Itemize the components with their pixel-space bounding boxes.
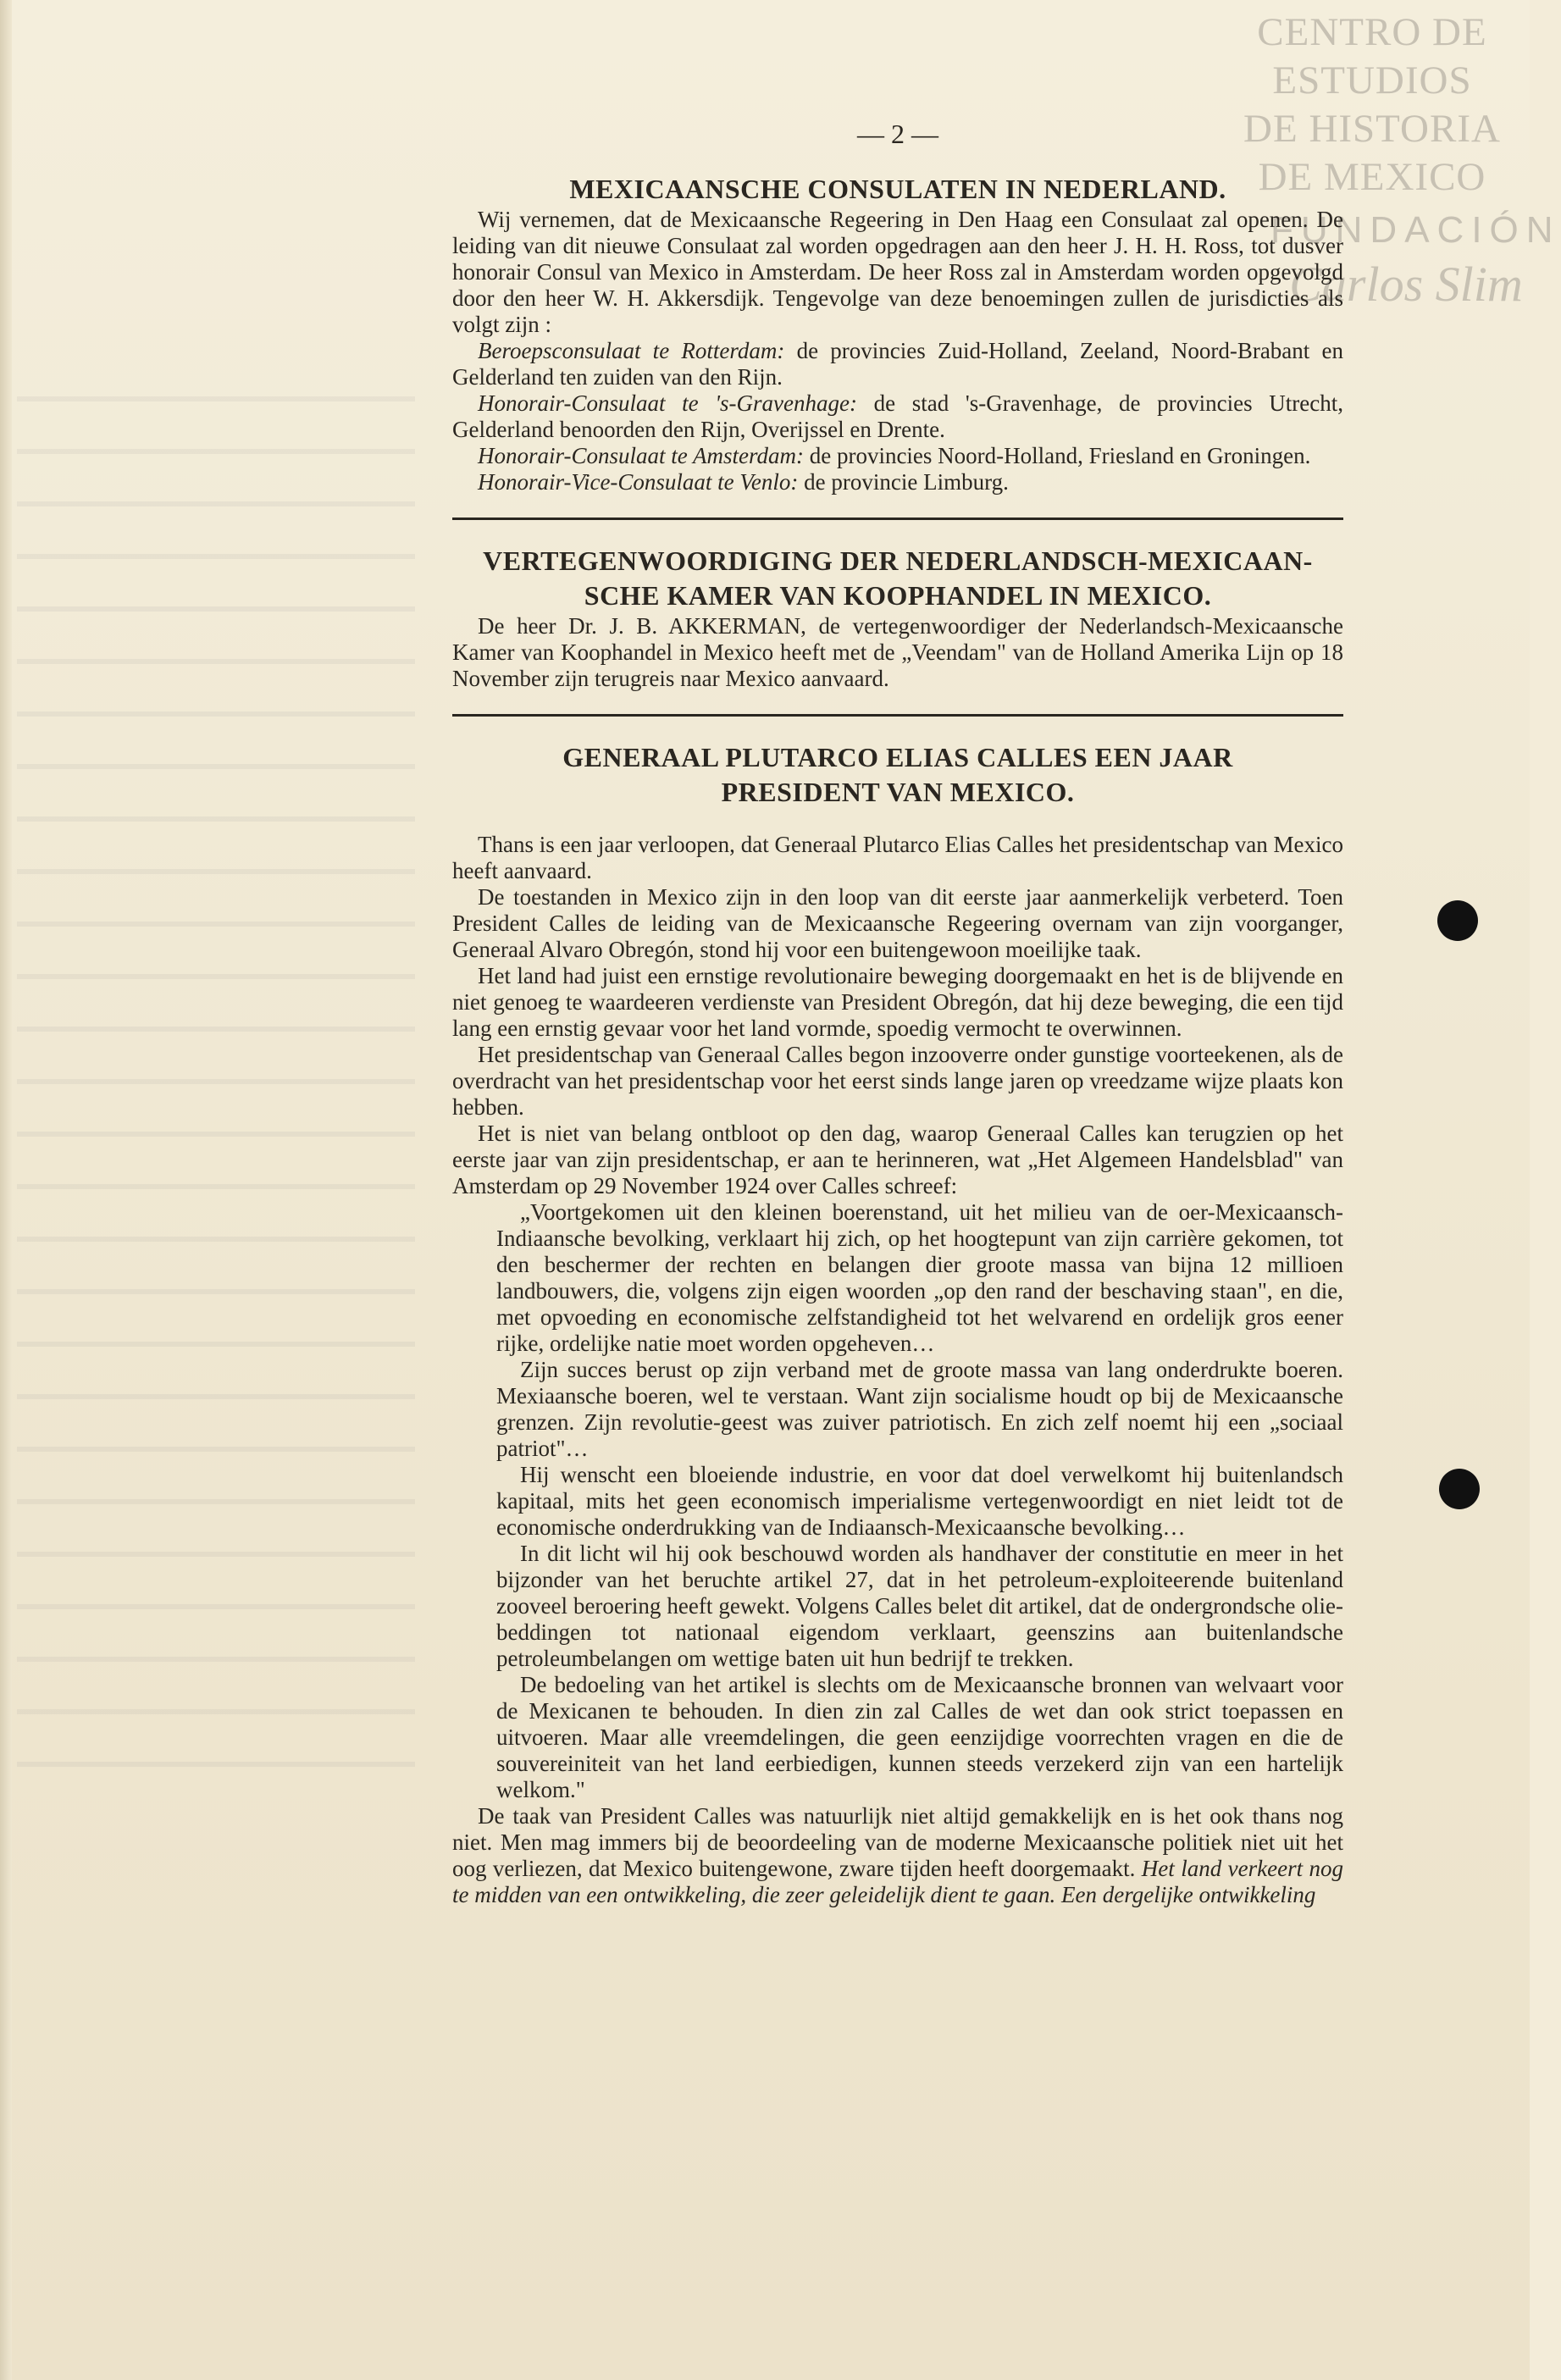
paragraph: Wij vernemen, dat de Mexicaansche Regeering in Den Haag een Consulaat zal openen. De leiding van dit nieuwe Consulaat zal worden opgedragen aan den heer J. H. H. Ross, tot dusver honorair Consul van Mexico in Amsterdam. De heer Ross zal in Amsterdam worden opgevolgd door den heer W. H. Akkersdijk. Tengevolge van deze benoemingen zullen de jurisdicties als volgt zijn : bbox=[452, 207, 1343, 337]
paragraph: De toestanden in Mexico zijn in den loop van dit eerste jaar aanmerkelijk verbeterd. Toen President Calles de leiding van de Mexicaansche Regeering overnam van zijn voorganger, Generaal Alvaro Obregón, stond hij voor een buitengewoon moeilijke taak. bbox=[452, 884, 1343, 962]
title-line: GENERAAL PLUTARCO ELIAS CALLES EEN JAAR bbox=[562, 742, 1233, 772]
article-column bbox=[452, 119, 1343, 1908]
section-calles-presidency bbox=[452, 740, 1343, 1908]
watermark-line: CENTRO DE bbox=[1257, 10, 1487, 54]
ink-bleed-through bbox=[17, 364, 415, 1804]
quote-paragraph: Zijn succes berust op zijn verband met de groote massa van lang onderdrukte boeren. Mexiaansche boeren, wel te verstaan. Want zijn socialisme houdt op bij de Mexicaansche grenzen. Zijn revolutie-geest was zuiver patriotisch. En zich zelf noemt hij een „sociaal patriot"… bbox=[496, 1357, 1343, 1461]
jurisdiction-item bbox=[452, 469, 1343, 495]
page-number: — 2 — bbox=[857, 119, 938, 149]
jurisdiction-text: de provincie Limburg. bbox=[798, 469, 1009, 495]
jurisdiction-text: de provincies Zuid-Holland, Zeeland, Noord-Brabant en Gelderland ten zuiden van den Rijn. bbox=[452, 338, 1343, 390]
newspaper-quote bbox=[452, 1199, 1343, 1803]
section-title bbox=[452, 544, 1343, 613]
title-line: PRESIDENT VAN MEXICO. bbox=[721, 777, 1075, 807]
watermark-line: DE MEXICO bbox=[1258, 155, 1486, 199]
quote-paragraph: De bedoeling van het artikel is slechts om de Mexicaansche bronnen van welvaart voor de Mexicanen te behouden. In dien zin zal Calles de wet dan ook strict toepassen en uitvoeren. Maar alle vreemdelingen, die geen eenzijdige voorrechten vragen en die de souvereiniteit van het land eerbiedigen, kunnen steeds verzekerd zijn van een hartelijk welkom." bbox=[496, 1672, 1343, 1802]
page-edge-shadow bbox=[0, 0, 12, 2380]
section-title: MEXICAANSCHE CONSULATEN IN NEDERLAND. bbox=[569, 174, 1226, 204]
title-line: SCHE KAMER VAN KOOPHANDEL IN MEXICO. bbox=[584, 580, 1212, 611]
jurisdiction-item bbox=[452, 390, 1343, 443]
consulate-label: Honorair-Consulaat te 's-Gravenhage: bbox=[478, 390, 857, 416]
paragraph: De heer Dr. J. B. AKKERMAN, de vertegenwoordiger der Nederlandsch-Mexicaansche Kamer van Koophandel in Mexico heeft met de „Veendam" van de Holland Amerika Lijn op 18 November zijn terugreis naar Mexico aanvaard. bbox=[452, 613, 1343, 691]
paragraph: Het is niet van belang ontbloot op den dag, waarop Generaal Calles kan terugzien op het eerste jaar van zijn presidentschap, er aan te herinneren, wat „Het Algemeen Handelsblad" van Amsterdam op 29 November 1924 over Calles schreef: bbox=[452, 1121, 1343, 1198]
quote-paragraph: Hij wenscht een bloeiende industrie, en voor dat doel verwelkomt hij buitenlandsch kapitaal, mits het geen economisch imperialisme vertegenwoordigt en niet leidt tot de economische onderdrukking van de Indiaansch-Mexicaansche bevolking… bbox=[496, 1462, 1343, 1540]
jurisdiction-text: de stad 's-Gravenhage, de provincies Utrecht, Gelderland benoorden den Rijn, Overijssel en Drente. bbox=[452, 390, 1343, 442]
watermark-fundacion: FUNDACIÓN bbox=[1270, 209, 1561, 251]
punch-hole-icon bbox=[1439, 1469, 1480, 1509]
title-line: VERTEGENWOORDIGING DER NEDERLANDSCH-MEXICAAN- bbox=[483, 545, 1313, 576]
paragraph: Het land had juist een ernstige revolutionaire beweging doorgemaakt en het is de blijvende en niet genoeg te waardeeren verdienste van President Obregón, dat hij deze beweging, die een tijd lang een ernstig gevaar voor het land vormde, spoedig vermocht te overwinnen. bbox=[452, 963, 1343, 1041]
consulate-label: Beroepsconsulaat te Rotterdam: bbox=[478, 338, 785, 363]
watermark-line: ESTUDIOS bbox=[1272, 58, 1472, 102]
jurisdiction-text: de provincies Noord-Holland, Friesland en Groningen. bbox=[803, 443, 1311, 468]
closing-text: De taak van President Calles was natuurlijk niet altijd gemakkelijk en is het ook thans nog niet. Men mag immers bij de beoordeeling van de moderne Mexicaansche politiek niet uit het oog verliezen, dat Mexico buitengewone, zware tijden heeft doorgemaakt. bbox=[452, 1803, 1343, 1881]
consulate-label: Honorair-Consulaat te Amsterdam: bbox=[478, 443, 804, 468]
closing-paragraph bbox=[452, 1803, 1343, 1908]
jurisdiction-item bbox=[452, 338, 1343, 390]
paragraph: Thans is een jaar verloopen, dat Generaal Plutarco Elias Calles het presidentschap van Mexico heeft aanvaard. bbox=[452, 832, 1343, 883]
section-title bbox=[452, 740, 1343, 810]
section-divider bbox=[452, 518, 1343, 520]
section-divider bbox=[452, 714, 1343, 717]
punch-hole-icon bbox=[1437, 900, 1478, 941]
consulate-label: Honorair-Vice-Consulaat te Venlo: bbox=[478, 469, 799, 495]
closing-italic-text: Het land verkeert nog te midden van een ontwikkeling, die zeer geleidelijk dient te gaan. Een dergelijke ontwikkeling bbox=[452, 1856, 1343, 1907]
jurisdiction-item bbox=[452, 443, 1343, 469]
quote-paragraph: „Voortgekomen uit den kleinen boerenstand, uit het milieu van de oer-Mexicaansch-Indiaansche bevolking, verklaart hij zich, op het hoogtepunt van zijn carrière gekomen, tot den beschermer der rechten en belangen dier groote massa van bijna 12 millioen landbouwers, die, volgens zijn eigen woorden „op den rand der beschaving staan", en die, met opvoeding en economische zelfstandigheid tot het welvarend en ordelijk gros eener rijke, ordelijke natie moet worden opgeheven… bbox=[496, 1199, 1343, 1356]
quote-paragraph: In dit licht wil hij ook beschouwd worden als handhaver der constitutie en meer in het bijzonder van het beruchte artikel 27, dat in het petroleum-exploiteerende buitenland zooveel beroering heeft gewekt. Volgens Calles belet dit artikel, dat de ondergrondsche olie-beddingen tot nationaal eigendom verklaart, geenszins aan buitenlandsche petroleumbelangen om wettige baten uit hun bedrijf te trekken. bbox=[496, 1541, 1343, 1671]
paragraph: Het presidentschap van Generaal Calles begon inzooverre onder gunstige voorteekenen, als de overdracht van het presidentschap voor het eerst sinds lange jaren op vreedzame wijze plaats kon hebben. bbox=[452, 1042, 1343, 1120]
section-chamber-of-commerce bbox=[452, 544, 1343, 692]
watermark-signature: Carlos Slim bbox=[1289, 257, 1523, 312]
watermark-line: DE HISTORIA bbox=[1243, 107, 1501, 151]
section-consulates bbox=[452, 172, 1343, 495]
